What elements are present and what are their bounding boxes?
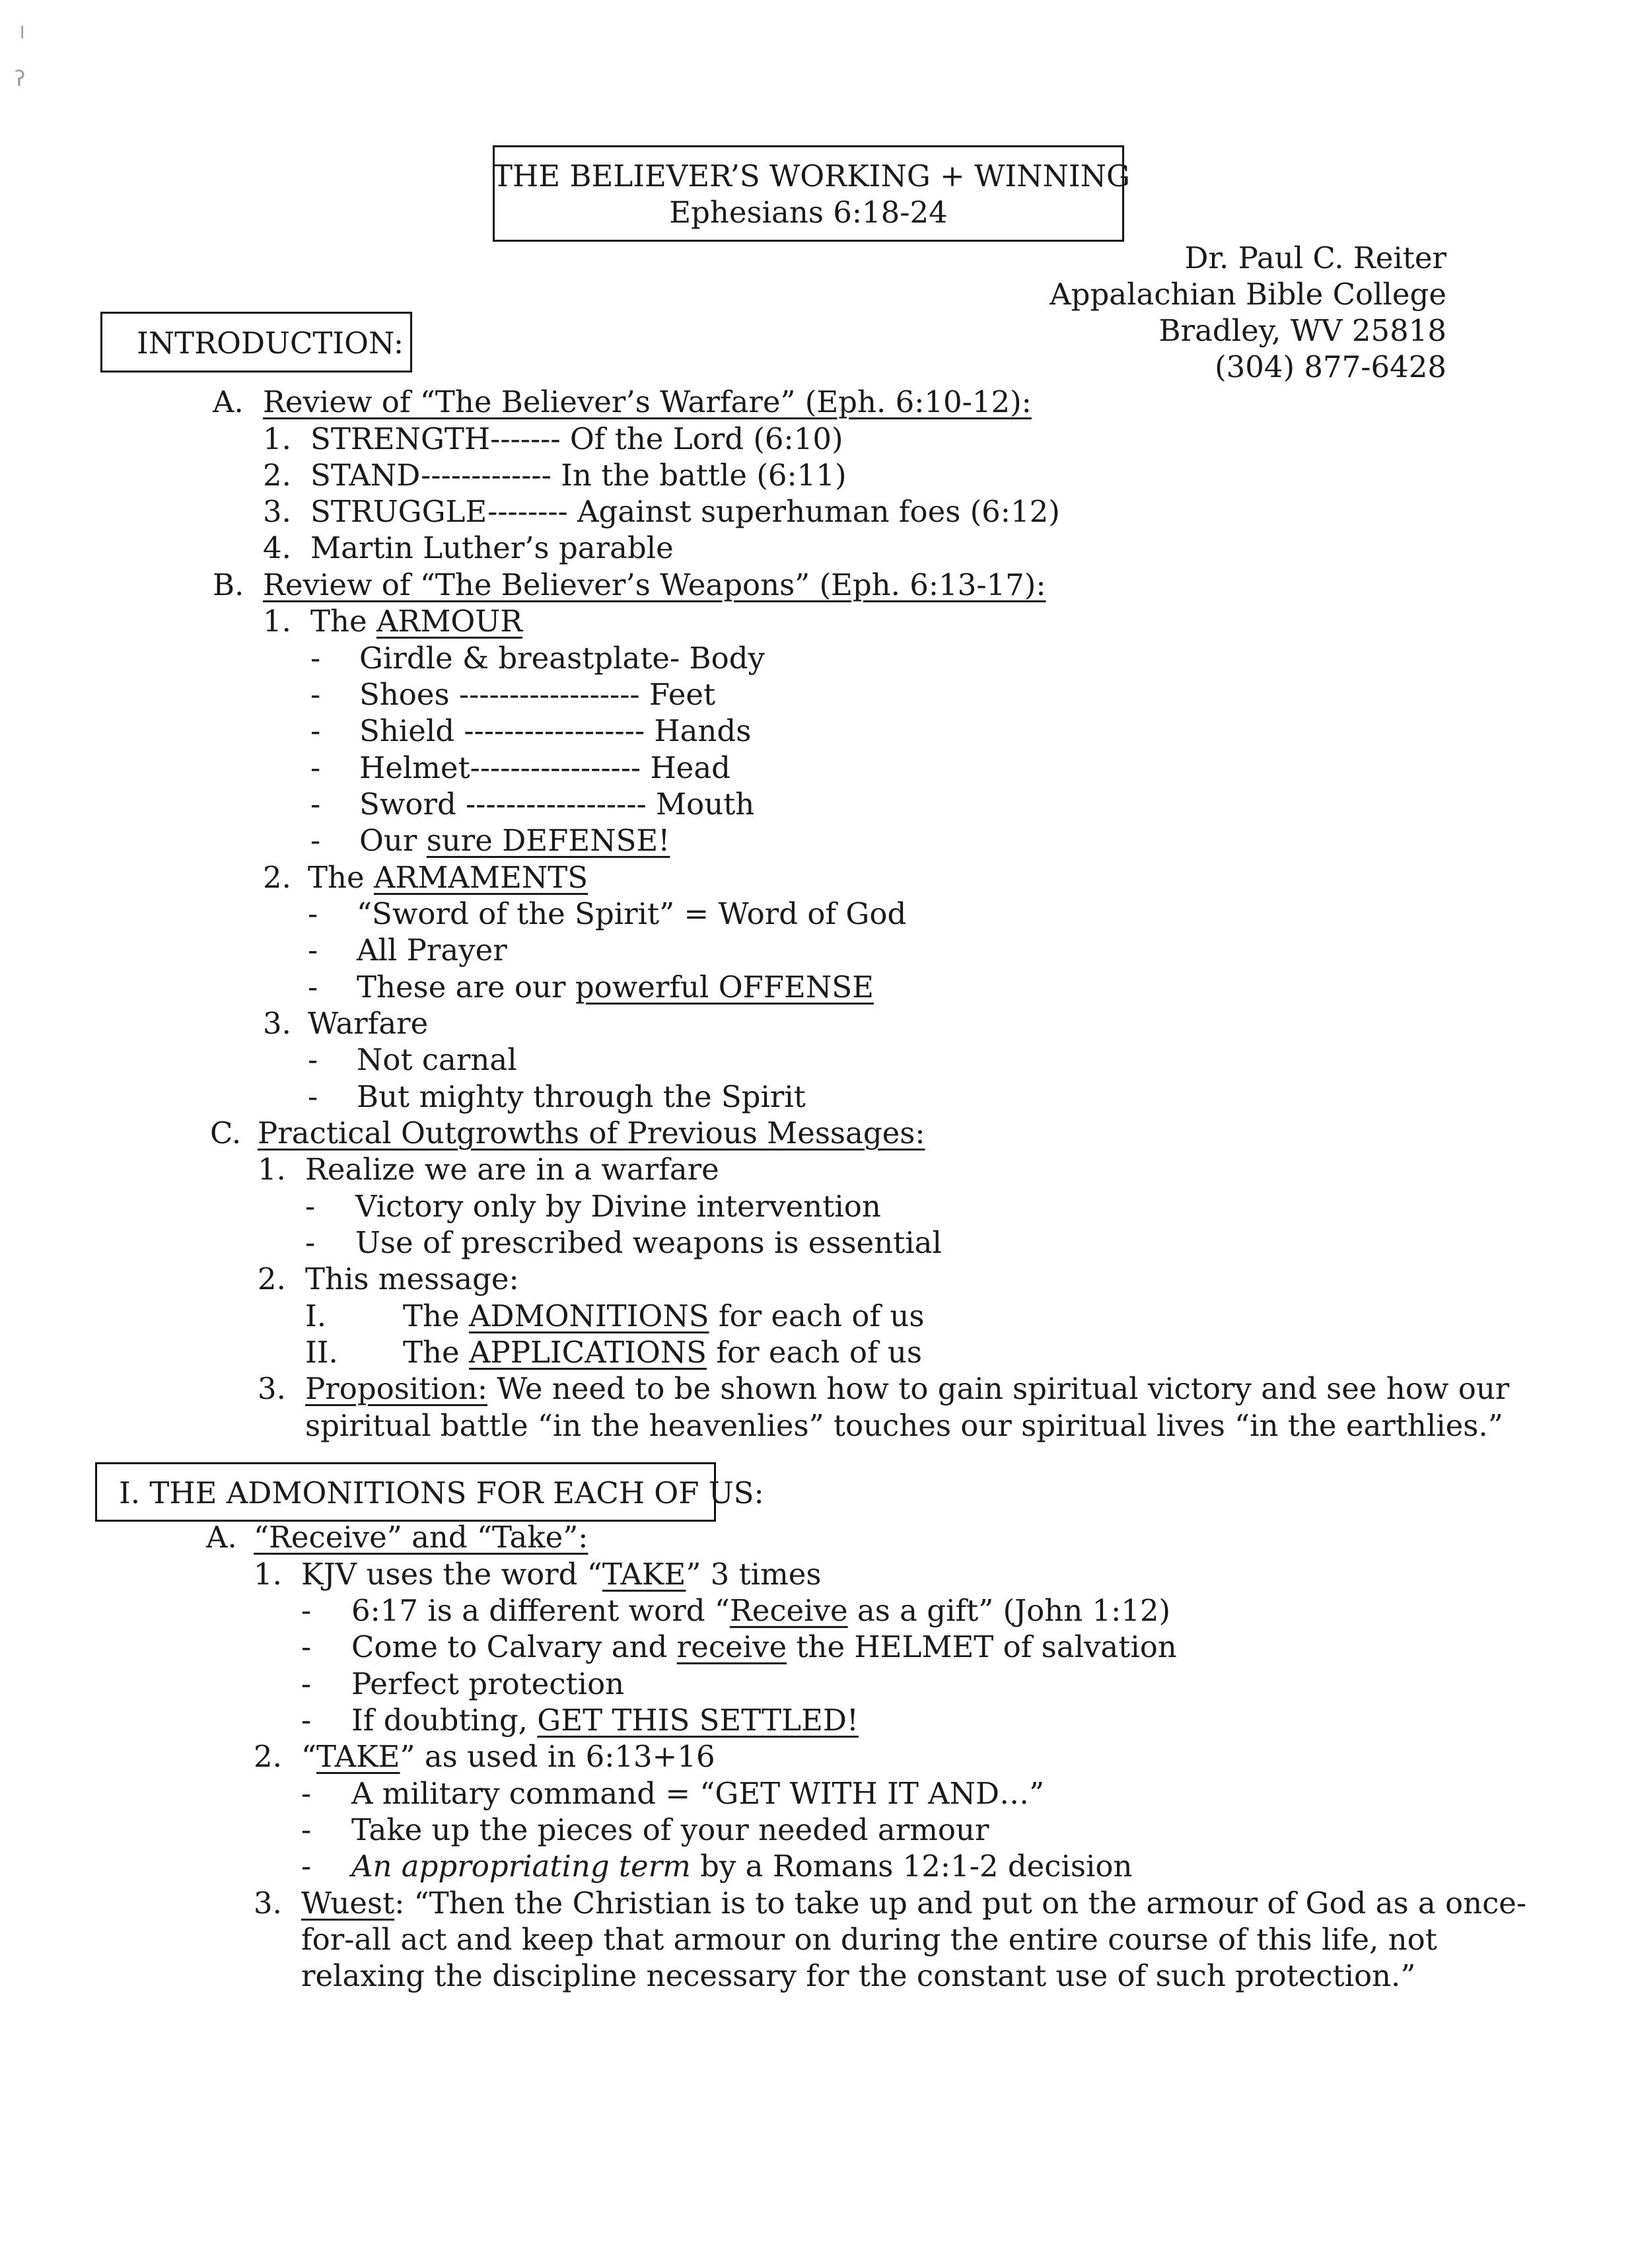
section1-heading: I. THE ADMONITIONS FOR EACH OF US:: [119, 1475, 764, 1510]
warfare-sub-item: Victory only by Divine intervention: [355, 1189, 881, 1224]
section1-a-text: “Receive” and “Take”:: [254, 1520, 588, 1555]
intro-a-text: Review of “The Believer’s Warfare” (Eph. 6:10-12):: [263, 384, 1032, 419]
dash: -: [310, 677, 321, 712]
intro-c-letter: C.: [210, 1116, 242, 1151]
intro-c-3-num: 3.: [258, 1371, 286, 1406]
section1-2-text: “TAKE” as used in 6:13+16: [301, 1739, 715, 1774]
armament-item: All Prayer: [357, 933, 507, 968]
roman-2-text: The APPLICATIONS for each of us: [403, 1335, 922, 1370]
dash: -: [310, 641, 321, 676]
armour-item: Sword ------------------ Mouth: [359, 787, 755, 822]
proposition-line2: spiritual battle “in the heavenlies” touches our spiritual lives “in the earthlies.”: [305, 1408, 1503, 1443]
dash: -: [308, 896, 318, 931]
dash: -: [308, 970, 318, 1005]
warfare-item: Not carnal: [357, 1042, 517, 1077]
section1-1-text: KJV uses the word “TAKE” 3 times: [301, 1557, 822, 1592]
intro-c-2-num: 2.: [258, 1261, 286, 1296]
armament-item: “Sword of the Spirit” = Word of God: [357, 896, 907, 931]
author-phone: (304) 877-6428: [1215, 349, 1446, 384]
intro-c-1-text: Realize we are in a warfare: [305, 1152, 719, 1187]
author-city: Bradley, WV 25818: [1158, 313, 1446, 348]
intro-b-letter: B.: [213, 567, 244, 602]
wuest-quote-line1: Wuest: “Then the Christian is to take up and put on the armour of God as a once-: [301, 1886, 1527, 1921]
armour-item: Shoes ------------------ Feet: [359, 677, 716, 712]
intro-b-1-num: 1.: [263, 604, 291, 639]
armament-item: These are our powerful OFFENSE: [357, 970, 874, 1005]
intro-a-4-text: Martin Luther’s parable: [310, 530, 674, 565]
dash: -: [310, 823, 321, 858]
wuest-quote-line3: relaxing the discipline necessary for the constant use of such protection.”: [301, 1958, 1416, 1993]
scan-mark: ╷: [16, 13, 29, 38]
dash: -: [301, 1812, 312, 1847]
section1-a-letter: A.: [206, 1520, 237, 1555]
author-org: Appalachian Bible College: [1050, 277, 1446, 312]
intro-b-1-text: The ARMOUR: [310, 604, 523, 639]
roman-1-text: The ADMONITIONS for each of us: [403, 1298, 925, 1333]
intro-c-text: Practical Outgrowths of Previous Messages:: [258, 1116, 925, 1151]
dash: -: [301, 1703, 312, 1738]
section1-1-num: 1.: [254, 1557, 282, 1592]
intro-a-4-num: 4.: [263, 530, 291, 565]
intro-b-text: Review of “The Believer’s Weapons” (Eph. 6:13-17):: [263, 567, 1046, 602]
document-subtitle: Ephesians 6:18-24: [669, 195, 948, 230]
dash: -: [301, 1776, 312, 1811]
dash: -: [310, 787, 321, 822]
armour-item: Girdle & breastplate- Body: [359, 641, 765, 676]
roman-2-num: II.: [305, 1335, 338, 1370]
warfare-sub-item: Use of prescribed weapons is essential: [355, 1225, 942, 1260]
dash: -: [301, 1629, 312, 1664]
proposition-line1: Proposition: We need to be shown how to gain spiritual victory and see how our: [305, 1371, 1510, 1406]
take-item: If doubting, GET THIS SETTLED!: [351, 1703, 859, 1738]
intro-b-3-text: Warfare: [308, 1006, 429, 1041]
intro-c-2-text: This message:: [305, 1261, 519, 1296]
intro-a-2-text: STAND------------- In the battle (6:11): [310, 458, 847, 493]
dash: -: [305, 1225, 316, 1260]
author-name: Dr. Paul C. Reiter: [1184, 240, 1446, 275]
document-title: THE BELIEVER’S WORKING + WINNING: [493, 159, 1130, 194]
dash: -: [308, 1042, 318, 1077]
dash: -: [310, 713, 321, 748]
intro-b-3-num: 3.: [263, 1006, 291, 1041]
take-item: Come to Calvary and receive the HELMET of salvation: [351, 1629, 1177, 1664]
intro-a-letter: A.: [213, 384, 244, 419]
wuest-quote-line2: for-all act and keep that armour on during the entire course of this life, not: [301, 1922, 1437, 1957]
intro-a-3-num: 3.: [263, 494, 291, 529]
take-use-item: A military command = “GET WITH IT AND…”: [351, 1776, 1045, 1811]
dash: -: [308, 1079, 318, 1114]
section1-2-num: 2.: [254, 1739, 282, 1774]
intro-a-2-num: 2.: [263, 458, 291, 493]
dash: -: [301, 1593, 312, 1628]
roman-1-num: I.: [305, 1298, 327, 1333]
section1-3-num: 3.: [254, 1886, 282, 1921]
dash: -: [310, 750, 321, 785]
intro-b-2-text: The ARMAMENTS: [308, 860, 588, 895]
armour-item: Shield ------------------ Hands: [359, 713, 752, 748]
scan-mark: ʔ: [15, 66, 26, 91]
take-use-item: Take up the pieces of your needed armour: [351, 1812, 989, 1847]
dash: -: [301, 1849, 312, 1884]
take-item: Perfect protection: [351, 1666, 625, 1701]
intro-a-3-text: STRUGGLE-------- Against superhuman foes (6:12): [310, 494, 1060, 529]
dash: -: [305, 1189, 316, 1224]
intro-c-1-num: 1.: [258, 1152, 286, 1187]
armour-item: Our sure DEFENSE!: [359, 823, 670, 858]
intro-a-1-text: STRENGTH------- Of the Lord (6:10): [310, 421, 843, 456]
dash: -: [308, 933, 318, 968]
take-item: 6:17 is a different word “Receive as a gift” (John 1:12): [351, 1593, 1171, 1628]
warfare-item: But mighty through the Spirit: [357, 1079, 806, 1114]
dash: -: [301, 1666, 312, 1701]
take-use-item: An appropriating term by a Romans 12:1-2 decision: [351, 1849, 1133, 1884]
intro-a-1-num: 1.: [263, 421, 291, 456]
intro-b-2-num: 2.: [263, 860, 291, 895]
armour-item: Helmet----------------- Head: [359, 750, 730, 785]
intro-heading: INTRODUCTION:: [137, 326, 404, 361]
